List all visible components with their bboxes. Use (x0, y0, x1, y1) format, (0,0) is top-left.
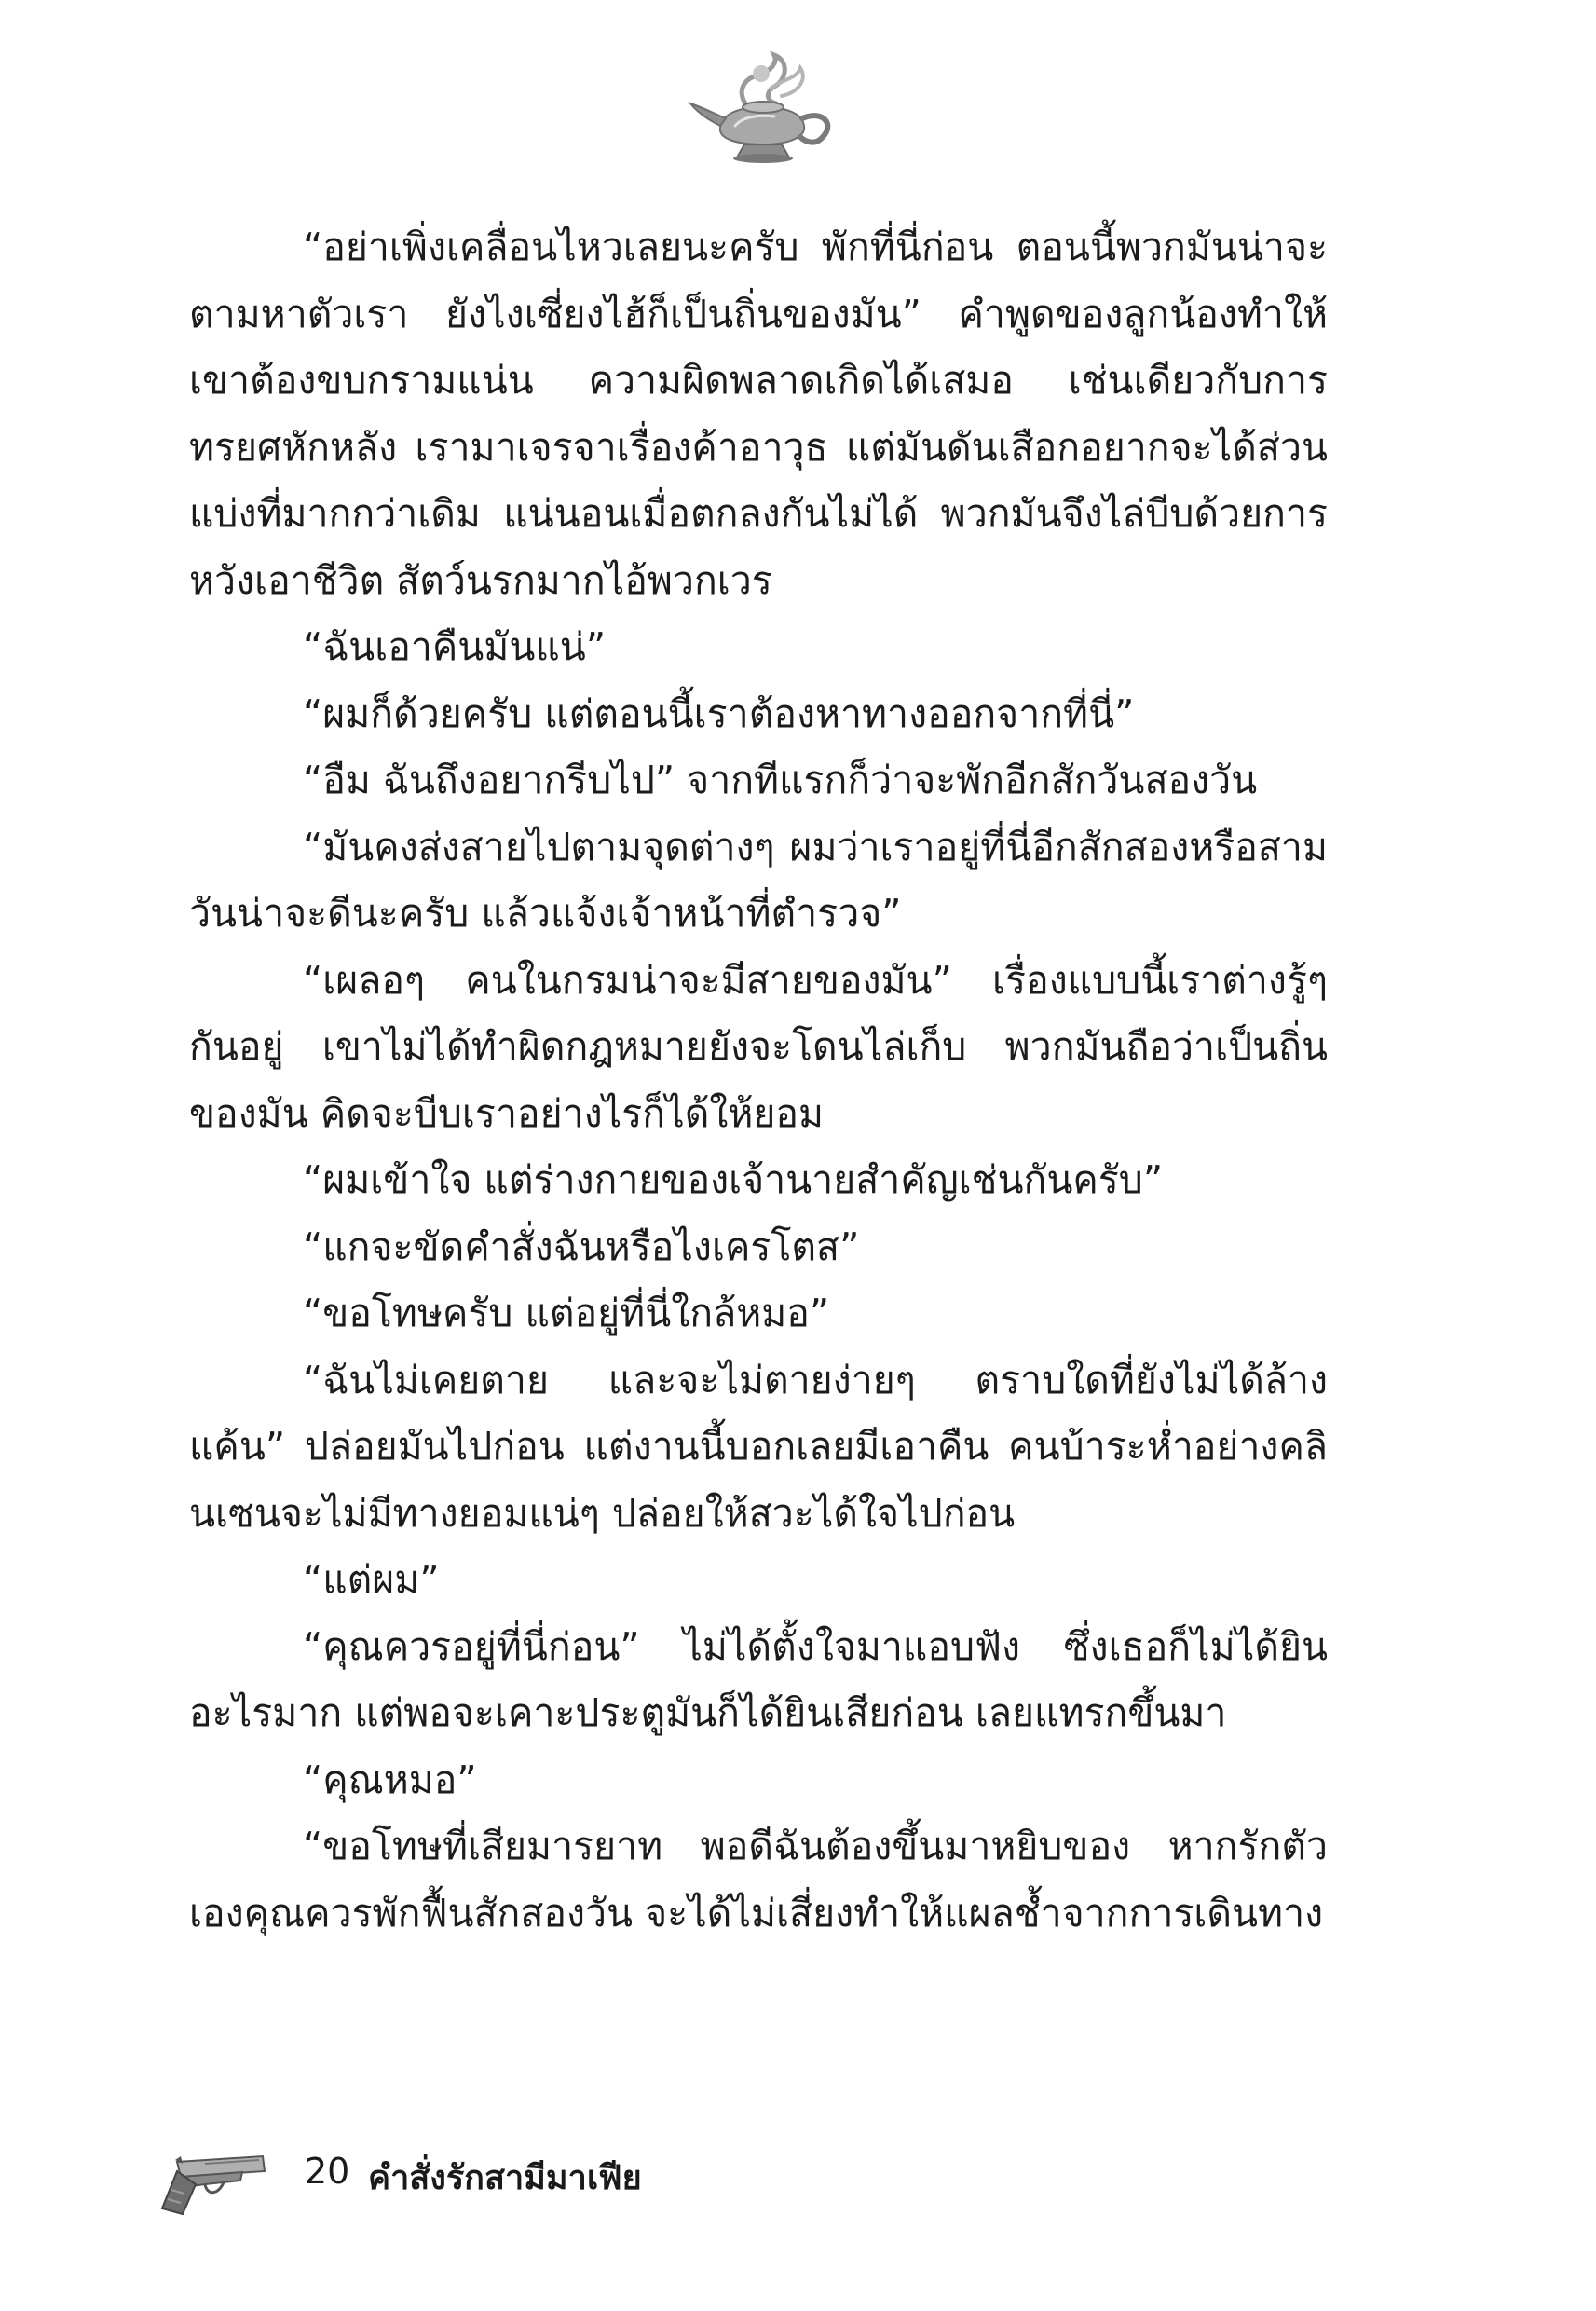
paragraph: “คุณหมอ” (303, 1757, 477, 1802)
paragraph: “ผมก็ด้วยครับ แต่ตอนนี้เราต้องหาทางออกจากที่นี่” (303, 691, 1135, 736)
book-title: คำสั่งรักสามีมาเฟีย (368, 2159, 642, 2197)
body-text (189, 214, 1328, 1947)
paragraph: “ฉันไม่เคยตาย และจะไม่ตายง่ายๆ ตราบใดที่ยังไม่ได้ล้างแค้น” ปล่อยมันไปก่อน แต่งานนี้บอกเลยมีเอาคืน คนบ้าระห่ำอย่างคลินเซนจะไม่มีทางยอมแน่ๆ ปล่อยให้สวะได้ใจไปก่อน (189, 1357, 1328, 1536)
paragraph: “ขอโทษครับ แต่อยู่ที่นี่ใกล้หมอ” (303, 1291, 830, 1335)
paragraph: “อืม ฉันถึงอยากรีบไป” จากทีแรกก็ว่าจะพักอีกสักวันสองวัน (303, 758, 1258, 802)
paragraph: “ผมเข้าใจ แต่ร่างกายของเจ้านายสำคัญเช่นกันครับ” (303, 1157, 1164, 1202)
paragraph: “แต่ผม” (303, 1557, 440, 1602)
paragraph: “คุณควรอยู่ที่นี่ก่อน” ไม่ได้ตั้งใจมาแอบฟัง ซึ่งเธอก็ไม่ได้ยินอะไรมาก แต่พอจะเคาะประตูมันก็ได้ยินเสียก่อน เลยแทรกขึ้นมา (189, 1623, 1328, 1735)
paragraph: “เผลอๆ คนในกรมน่าจะมีสายของมัน” เรื่องแบบนี้เราต่างรู้ๆ กันอยู่ เขาไม่ได้ทำผิดกฎหมายยังจะโดนไล่เก็บ พวกมันถือว่าเป็นถิ่นของมัน คิดจะบีบเราอย่างไรก็ได้ให้ยอม (189, 957, 1328, 1136)
paragraph: “แกจะขัดคำสั่งฉันหรือไงเครโตส” (303, 1224, 860, 1269)
paragraph: “มันคงส่งสายไปตามจุดต่างๆ ผมว่าเราอยู่ที่นี่อีกสักสองหรือสามวันน่าจะดีนะครับ แล้วแจ้งเจ้าหน้าที่ตำรวจ” (189, 824, 1328, 936)
paragraph: “อย่าเพิ่งเคลื่อนไหวเลยนะครับ พักที่นี่ก่อน ตอนนี้พวกมันน่าจะตามหาตัวเรา ยังไงเซี่ยงไฮ้ก็เป็นถิ่นของมัน” คำพูดของลูกน้องทำให้เขาต้องขบกรามแน่น ความผิดพลาดเกิดได้เสมอ เช่นเดียวกับการทรยศหักหลัง เรามาเจรจาเรื่องค้าอาวุธ แต่มันดันเสือกอยากจะได้ส่วนแบ่งที่มากกว่าเดิม แน่นอนเมื่อตกลงกันไม่ได้ พวกมันจึงไล่บีบด้วยการหวังเอาชีวิต สัตว์นรกมากไอ้พวกเวร (189, 225, 1328, 603)
paragraph: “ขอโทษที่เสียมารยาท พอดีฉันต้องขึ้นมาหยิบของ หากรักตัวเองคุณควรพักฟื้นสักสองวัน จะได้ไม่เสี่ยงทำให้แผลช้ำจากการเดินทาง (189, 1824, 1328, 1935)
page-footer (149, 2143, 1081, 2218)
paragraph: “ฉันเอาคืนมันแน่” (303, 624, 607, 669)
page-number: 20 (305, 2151, 350, 2192)
pistol-icon (149, 2143, 270, 2218)
genie-lamp-icon (685, 51, 843, 168)
